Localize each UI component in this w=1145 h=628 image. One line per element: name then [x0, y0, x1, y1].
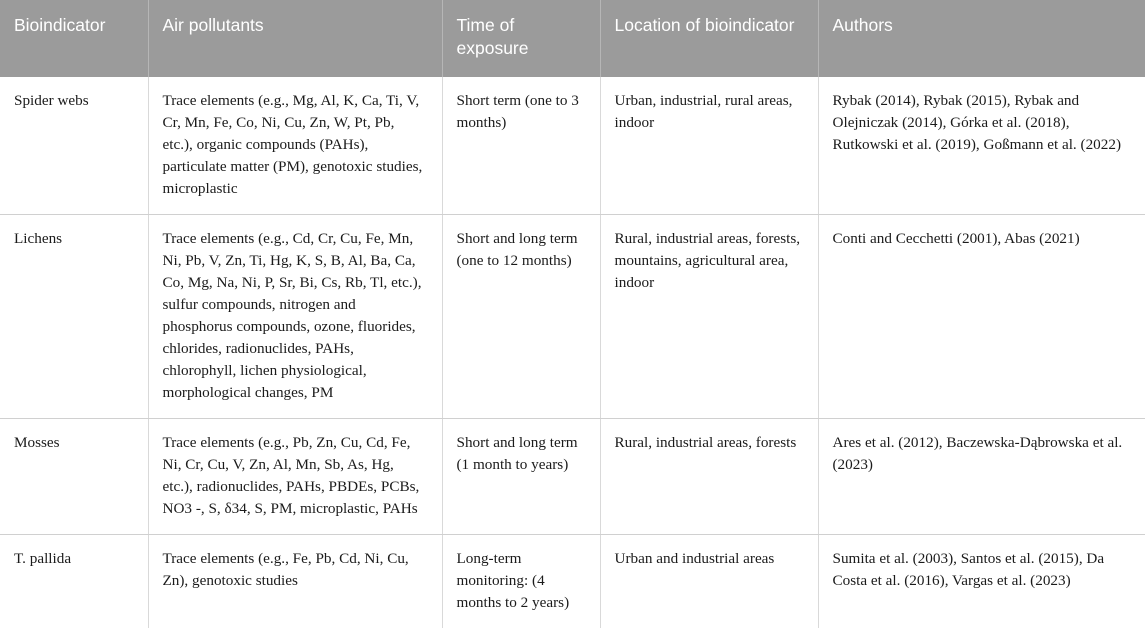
table-row	[0, 535, 1145, 628]
cell-bioindicator: Lichens	[0, 214, 148, 418]
column-header-authors: Authors	[818, 0, 1145, 77]
cell-bioindicator: Spider webs	[0, 77, 148, 215]
cell-air-pollutants: Trace elements (e.g., Mg, Al, K, Ca, Ti, V, Cr, Mn, Fe, Co, Ni, Cu, Zn, W, Pt, Pb, etc.), organic compounds (PAHs), particulate matter (PM), genotoxic studies, microplastic	[148, 77, 442, 215]
cell-time-of-exposure: Short term (one to 3 months)	[442, 77, 600, 215]
cell-authors: Ares et al. (2012), Baczewska-Dąbrowska et al. (2023)	[818, 418, 1145, 534]
table-row	[0, 77, 1145, 215]
table-body	[0, 77, 1145, 628]
cell-air-pollutants: Trace elements (e.g., Pb, Zn, Cu, Cd, Fe, Ni, Cr, Cu, V, Zn, Al, Mn, Sb, As, Hg, etc.), radionuclides, PAHs, PBDEs, PCBs, NO3 -, S, δ34, S, PM, microplastic, PAHs	[148, 418, 442, 534]
cell-bioindicator: Mosses	[0, 418, 148, 534]
table-row	[0, 214, 1145, 418]
table-header-row	[0, 0, 1145, 77]
table-header	[0, 0, 1145, 77]
cell-location: Urban and industrial areas	[600, 535, 818, 628]
column-header-time-of-exposure: Time of exposure	[442, 0, 600, 77]
cell-time-of-exposure: Long-term monitoring: (4 months to 2 years)	[442, 535, 600, 628]
cell-authors: Conti and Cecchetti (2001), Abas (2021)	[818, 214, 1145, 418]
cell-authors: Sumita et al. (2003), Santos et al. (2015), Da Costa et al. (2016), Vargas et al. (2023)	[832, 550, 1105, 590]
table-row	[0, 418, 1145, 534]
column-header-location-of-bioindicator: Location of bioindicator	[600, 0, 818, 77]
column-header-bioindicator: Bioindicator	[0, 0, 148, 77]
cell-location: Urban, industrial, rural areas, indoor	[600, 77, 818, 215]
cell-location: Rural, industrial areas, forests	[600, 418, 818, 534]
cell-location: Rural, industrial areas, forests, mountains, agricultural area, indoor	[600, 214, 818, 418]
cell-time-of-exposure: Short and long term (1 month to years)	[442, 418, 600, 534]
cell-bioindicator: T. pallida	[0, 535, 148, 628]
cell-air-pollutants: Trace elements (e.g., Fe, Pb, Cd, Ni, Cu, Zn), genotoxic studies	[148, 535, 442, 628]
cell-time-of-exposure: Short and long term (one to 12 months)	[442, 214, 600, 418]
column-header-air-pollutants: Air pollutants	[148, 0, 442, 77]
cell-air-pollutants: Trace elements (e.g., Cd, Cr, Cu, Fe, Mn, Ni, Pb, V, Zn, Ti, Hg, K, S, B, Al, Ba, Ca, Co, Mg, Na, Ni, P, Sr, Bi, Cs, Rb, Tl, etc.), sulfur compounds, nitrogen and phosphorus compounds, ozone, fluorides, chlorides, radionuclides, PAHs, chlorophyll, lichen physiological, morphological changes, PM	[148, 214, 442, 418]
cell-authors: Rybak (2014), Rybak (2015), Rybak and Olejniczak (2014), Górka et al. (2018), Rutkowski et al. (2019), Goßmann et al. (2022)	[818, 77, 1145, 215]
